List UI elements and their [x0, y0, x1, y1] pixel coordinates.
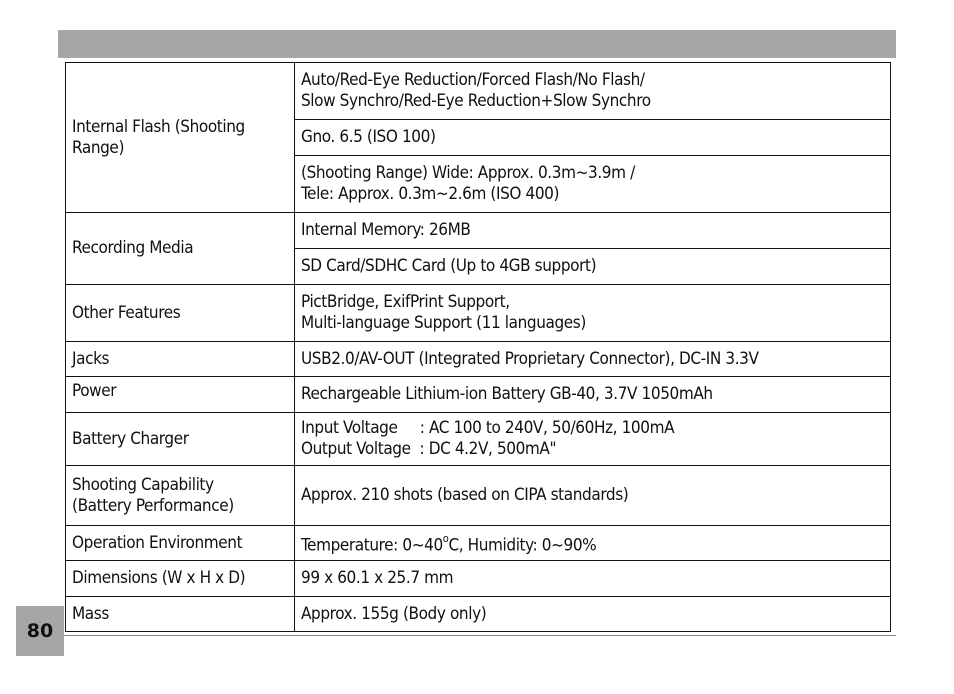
- page-number: 80: [16, 606, 64, 656]
- spec-value-power: Rechargeable Lithium-ion Battery GB-40, 3.7V 1050mAh: [295, 377, 891, 413]
- spec-label-charger: Battery Charger: [66, 413, 295, 466]
- temperature-prefix: Temperature: 0~40: [301, 535, 443, 556]
- spec-value-dimensions: 99 x 60.1 x 25.7 mm: [295, 561, 891, 597]
- degree-mark: o: [442, 531, 449, 545]
- table-row: [66, 63, 891, 120]
- table-row: [66, 561, 891, 597]
- flash-range-line: (Shooting Range) Wide: Approx. 0.3m~3.9m /: [301, 163, 635, 183]
- spec-value-features: [295, 285, 891, 342]
- capability-label-line: (Battery Performance): [72, 495, 234, 516]
- spec-label-environment: Operation Environment: [66, 526, 295, 561]
- charger-input-line: Input Voltage : AC 100 to 240V, 50/60Hz, 100mA: [301, 418, 675, 438]
- spec-value-flash-gno: Gno. 6.5 (ISO 100): [295, 120, 891, 156]
- charger-output-line: Output Voltage : DC 4.2V, 500mA": [301, 439, 557, 459]
- spec-label-features: Other Features: [66, 285, 295, 342]
- spec-label-dimensions: Dimensions (W x H x D): [66, 561, 295, 597]
- spec-label-jacks: Jacks: [66, 342, 295, 377]
- table-row: [66, 377, 891, 413]
- features-line: Multi-language Support (11 languages): [301, 313, 586, 333]
- spec-value-flash-modes: [295, 63, 891, 120]
- spec-label-mass: Mass: [66, 597, 295, 632]
- spec-label-capability: [66, 466, 295, 526]
- flash-modes-line: Slow Synchro/Red-Eye Reduction+Slow Synchro: [301, 91, 651, 111]
- footer-divider: [64, 635, 896, 636]
- flash-range-line: Tele: Approx. 0.3m~2.6m (ISO 400): [301, 184, 560, 204]
- spec-value-environment: [295, 526, 891, 561]
- table-row: [66, 597, 891, 632]
- flash-modes-line: Auto/Red-Eye Reduction/Forced Flash/No Flash/: [301, 70, 645, 90]
- header-bar: [58, 30, 896, 58]
- table-row: [66, 285, 891, 342]
- spec-value-mass: Approx. 155g (Body only): [295, 597, 891, 632]
- table-row: [66, 342, 891, 377]
- capability-label-line: Shooting Capability: [72, 474, 214, 495]
- spec-label-media: Recording Media: [66, 213, 295, 285]
- spec-value-media-card: SD Card/SDHC Card (Up to 4GB support): [295, 249, 891, 285]
- features-line: PictBridge, ExifPrint Support,: [301, 292, 510, 312]
- spec-value-jacks: USB2.0/AV-OUT (Integrated Proprietary Connector), DC-IN 3.3V: [295, 342, 891, 377]
- table-row: [66, 526, 891, 561]
- spec-value-charger: [295, 413, 891, 466]
- table-row: [66, 213, 891, 249]
- table-row: [66, 413, 891, 466]
- spec-table: [65, 62, 891, 632]
- temperature-suffix: C, Humidity: 0~90%: [448, 535, 597, 556]
- spec-value-media-internal: Internal Memory: 26MB: [295, 213, 891, 249]
- spec-label-flash: Internal Flash (Shooting Range): [66, 63, 295, 213]
- spec-label-power: Power: [66, 377, 295, 413]
- table-row: [66, 466, 891, 526]
- spec-value-capability: Approx. 210 shots (based on CIPA standards): [295, 466, 891, 526]
- spec-value-flash-range: [295, 156, 891, 213]
